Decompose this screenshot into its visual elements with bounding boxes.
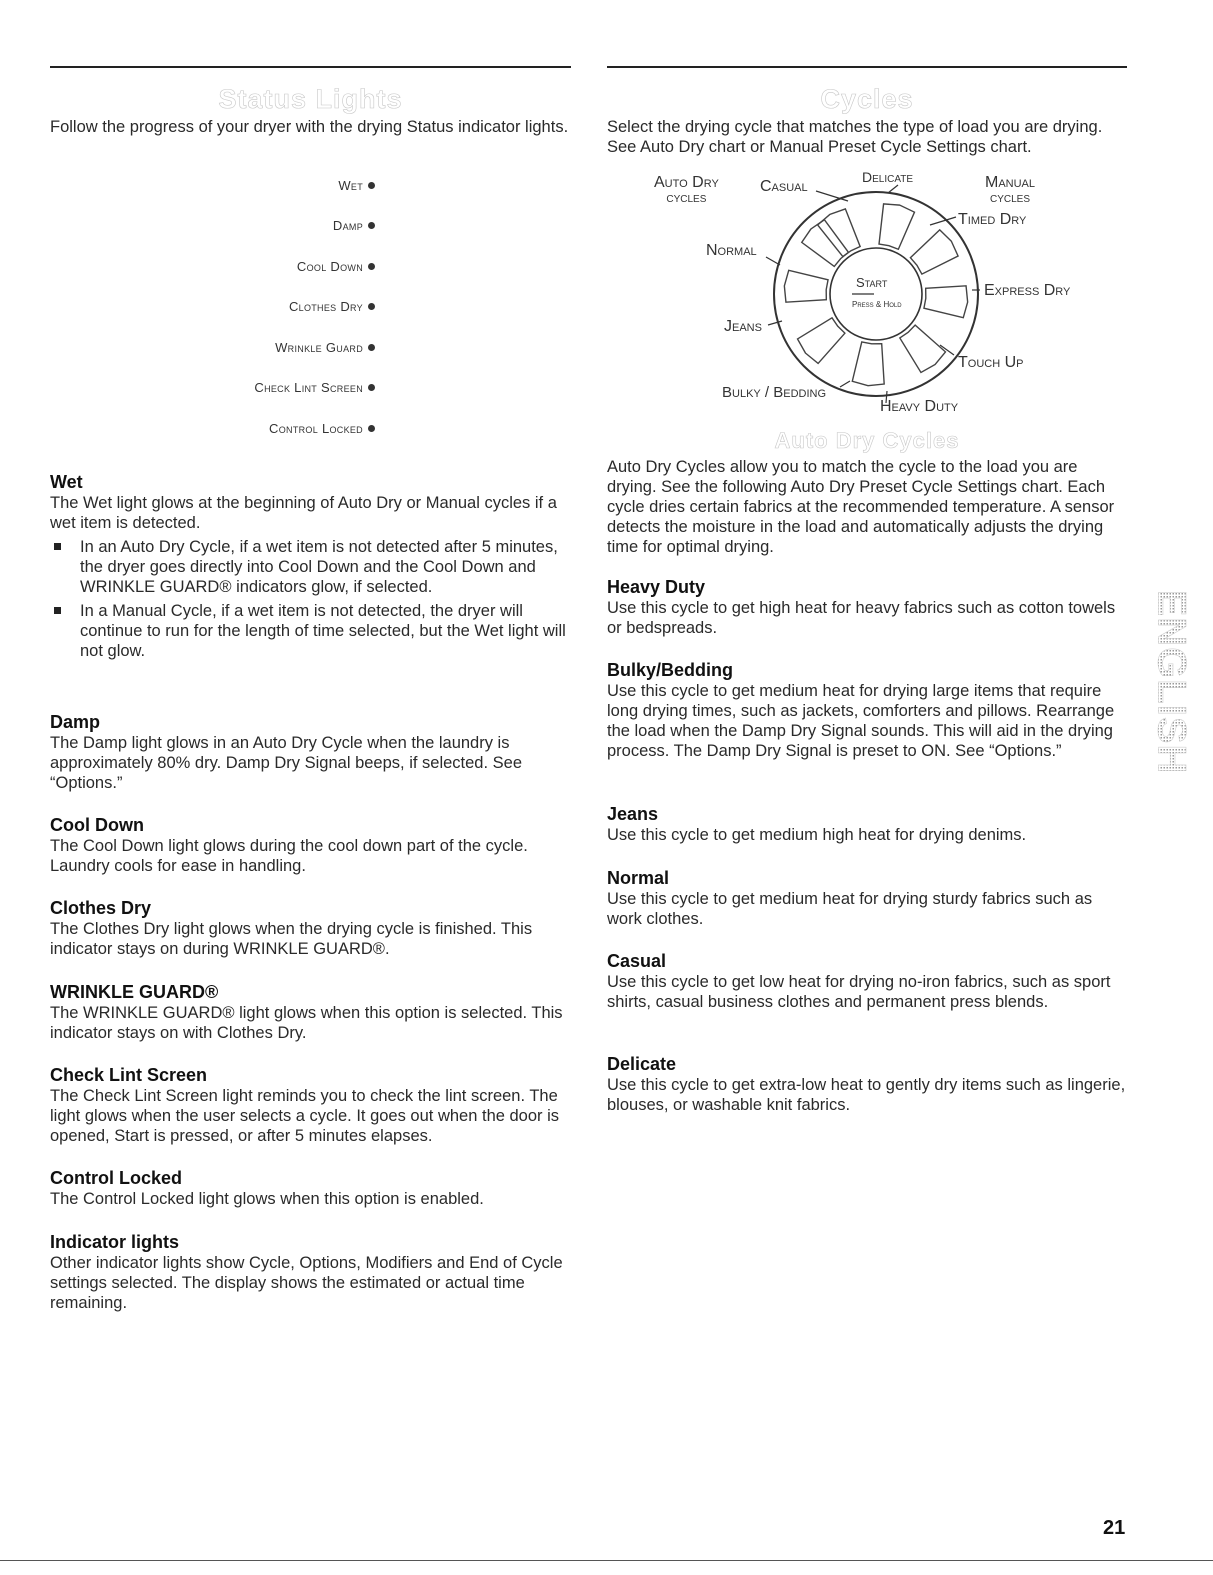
section-text: The Clothes Dry light glows when the drying cycle is finished. This indicator stays on during WRINKLE GUARD®.: [50, 920, 533, 958]
dial-auto-dry-line2: cycles: [666, 189, 707, 205]
dial-label-jeans: Jeans: [724, 318, 762, 335]
dial-label-timed-dry: Timed Dry: [958, 211, 1027, 228]
dial-label-express-dry: Express Dry: [984, 282, 1071, 299]
heavy-duty-section: [607, 576, 1127, 638]
cycle-dial-diagram: [640, 165, 1100, 420]
indicator-cool-down-label: Cool Down: [296, 259, 363, 274]
indicator-wrinkle-guard: [275, 340, 375, 355]
section-title: WRINKLE GUARD®: [50, 982, 219, 1002]
section-text: The Control Locked light glows when this option is enabled.: [50, 1190, 484, 1208]
indicator-damp: [333, 218, 375, 233]
wet-section: [50, 471, 571, 661]
left-top-rule: [50, 66, 571, 68]
section-title: Control Locked: [50, 1168, 183, 1188]
casual-section: [607, 950, 1127, 1012]
cycles-intro: Select the drying cycle that matches the type of load you are drying. See Auto Dry chart or Manual Preset Cycle Settings chart.: [607, 118, 1103, 156]
status-lights-heading: Status Lights: [218, 84, 403, 114]
indicator-dot-icon: [368, 425, 375, 432]
indicator-dot-icon: [368, 263, 375, 270]
section-title: Bulky/Bedding: [607, 660, 734, 680]
indicator-dot-icon: [368, 182, 375, 189]
section-text: Use this cycle to get medium heat for drying sturdy fabrics such as work clothes.: [607, 890, 1093, 928]
section-text: Use this cycle to get medium high heat for drying denims.: [607, 826, 1027, 844]
dial-label-auto-dry: [654, 175, 719, 205]
section-title: Indicator lights: [50, 1232, 180, 1252]
language-tab-stamp-icon: [1149, 575, 1194, 790]
section-text: Use this cycle to get extra-low heat to gently dry items such as lingerie, blouses, or washable knit fabrics.: [607, 1076, 1126, 1114]
auto-dry-cycles-heading: Auto Dry Cycles: [774, 428, 960, 453]
status-lights-intro: Follow the progress of your dryer with the drying Status indicator lights.: [50, 118, 569, 136]
indicator-control-locked: [269, 421, 375, 436]
damp-section: [50, 711, 571, 793]
cool-down-section: [50, 814, 571, 876]
section-title: Wet: [50, 472, 83, 492]
section-title: Cool Down: [50, 815, 144, 835]
indicator-wet: [338, 178, 375, 193]
section-text: Use this cycle to get medium heat for drying large items that require long drying times, such as jackets, comforters and pillows. Rearrange the load when the Damp Dry Signal sounds. This will aid in the drying process. The Damp Dry Signal is preset to ON. See “Options.”: [607, 682, 1115, 760]
section-title: Check Lint Screen: [50, 1065, 208, 1085]
section-title: Clothes Dry: [50, 898, 152, 918]
status-lights-intro-block: [50, 117, 571, 137]
status-indicator-panel: [200, 170, 375, 445]
indicator-lights-section: [50, 1231, 571, 1313]
side-language-tab: [1149, 575, 1194, 790]
indicator-wrinkle-guard-label: Wrinkle Guard: [275, 340, 363, 355]
dial-label-normal: Normal: [706, 242, 757, 259]
section-title: Heavy Duty: [607, 577, 706, 597]
bottom-rule: [0, 1560, 1213, 1561]
check-lint-screen-section: [50, 1064, 571, 1146]
indicator-clothes-dry-label: Clothes Dry: [288, 299, 363, 314]
dial-label-heavy-duty: Heavy Duty: [880, 398, 959, 415]
wet-bullet-list: [50, 537, 571, 661]
normal-section: [607, 867, 1127, 929]
right-top-rule: [607, 66, 1127, 68]
dial-manual-line2: cycles: [990, 189, 1031, 205]
indicator-check-lint-screen: [254, 380, 375, 395]
bulky-bedding-section: [607, 659, 1127, 761]
dial-label-start: Start: [856, 275, 888, 290]
clothes-dry-section: [50, 897, 571, 959]
jeans-section: [607, 803, 1127, 845]
indicator-check-lint-screen-label: Check Lint Screen: [254, 380, 363, 395]
page-number: 21: [1103, 1517, 1126, 1539]
section-title: Jeans: [607, 804, 659, 824]
auto-dry-intro-block: [607, 457, 1127, 557]
cycles-heading: Cycles: [820, 84, 914, 114]
dial-auto-dry-line1: Auto Dry: [654, 174, 719, 191]
auto-dry-intro: Auto Dry Cycles allow you to match the cycle to the load you are drying. See the following Auto Dry Preset Cycle Settings chart. Each cycle dries certain fabrics at the recommended temperature. A sensor detects the moisture in the load and automatically adjusts the drying time for optimal drying.: [607, 458, 1115, 556]
indicator-dot-icon: [368, 344, 375, 351]
indicator-dot-icon: [368, 303, 375, 310]
section-text: Other indicator lights show Cycle, Options, Modifiers and End of Cycle settings selected. The display shows the estimated or actual time remaining.: [50, 1254, 563, 1312]
dial-label-casual: Casual: [760, 178, 808, 195]
indicator-wet-label: Wet: [338, 178, 363, 193]
section-text: The WRINKLE GUARD® light glows when this option is selected. This indicator stays on with Clothes Dry.: [50, 1004, 563, 1042]
wrinkle-guard-section: [50, 981, 571, 1043]
list-item: In an Auto Dry Cycle, if a wet item is not detected after 5 minutes, the dryer goes directly into Cool Down and the Cool Down and WRINKLE GUARD® indicators glow, if selected.: [50, 537, 571, 597]
delicate-section: [607, 1053, 1127, 1115]
control-locked-section: [50, 1167, 571, 1209]
indicator-dot-icon: [368, 384, 375, 391]
svg-text:ENGLISH: ENGLISH: [1149, 589, 1194, 775]
section-text: The Wet light glows at the beginning of Auto Dry or Manual cycles if a wet item is detected.: [50, 494, 557, 532]
dial-label-bulky-bedding: Bulky / Bedding: [722, 384, 827, 401]
section-text: Use this cycle to get low heat for drying no-iron fabrics, such as sport shirts, casual business clothes and permanent press blends.: [607, 973, 1111, 1011]
indicator-cool-down: [297, 259, 375, 274]
list-item: In a Manual Cycle, if a wet item is not detected, the dryer will continue to run for the length of time selected, but the Wet light will not glow.: [50, 601, 571, 661]
indicator-damp-label: Damp: [332, 218, 363, 233]
indicator-dot-icon: [368, 222, 375, 229]
indicator-control-locked-label: Control Locked: [269, 421, 363, 436]
section-text: The Cool Down light glows during the cool down part of the cycle. Laundry cools for ease in handling.: [50, 837, 528, 875]
dial-label-touch-up: Touch Up: [958, 354, 1024, 371]
section-text: Use this cycle to get high heat for heavy fabrics such as cotton towels or bedspreads.: [607, 599, 1116, 637]
section-title: Damp: [50, 712, 101, 732]
section-text: The Check Lint Screen light reminds you to check the lint screen. The light glows when the user selects a cycle. It goes out when the door is opened, Start is pressed, or after 5 minutes elapses.: [50, 1087, 560, 1145]
section-title: Casual: [607, 951, 667, 971]
dial-manual-line1: Manual: [985, 174, 1036, 191]
section-title: Normal: [607, 868, 670, 888]
indicator-clothes-dry: [289, 299, 375, 314]
section-title: Delicate: [607, 1054, 677, 1074]
dial-label-delicate: Delicate: [862, 169, 914, 185]
cycles-intro-block: [607, 117, 1127, 157]
dial-label-press-hold: Press & Hold: [852, 300, 902, 309]
section-text: The Damp light glows in an Auto Dry Cycle when the laundry is approximately 80% dry. Damp Dry Signal beeps, if selected. See “Options.”: [50, 734, 523, 792]
dial-label-manual: [985, 175, 1035, 205]
